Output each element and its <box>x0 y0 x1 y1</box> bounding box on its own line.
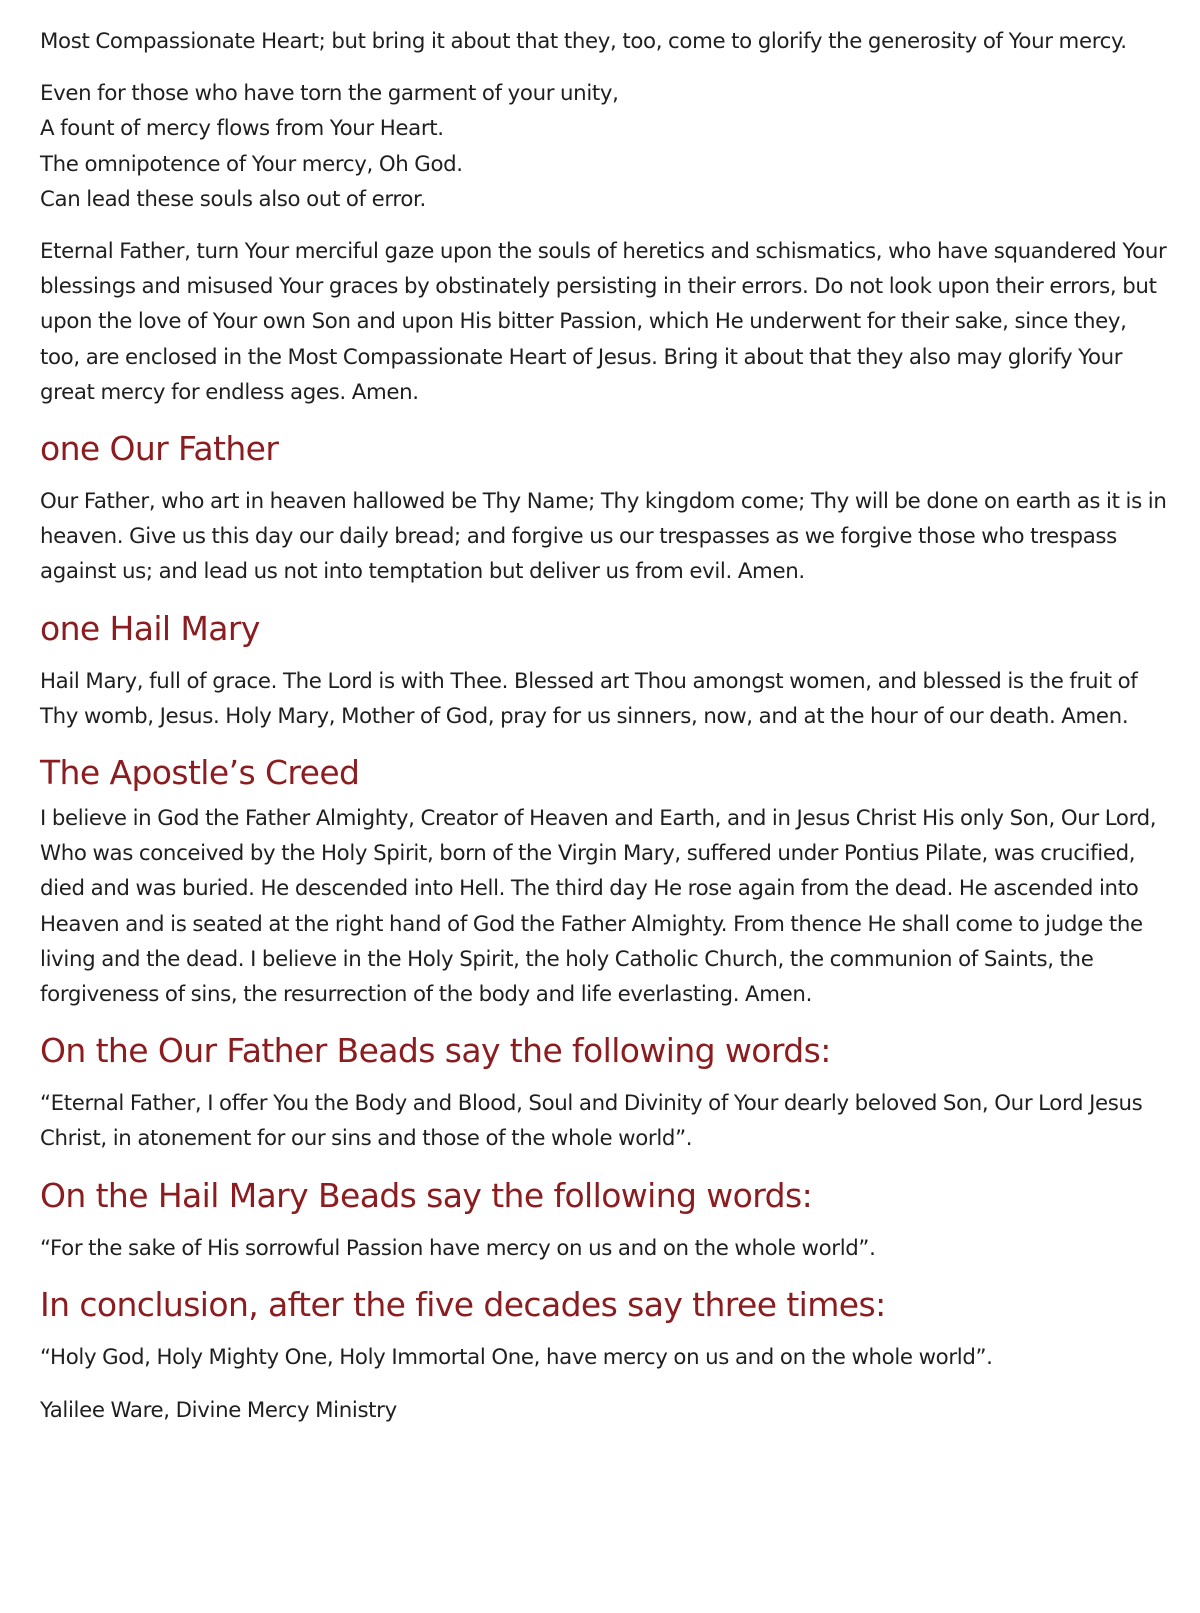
verse-line: Can lead these souls also out of error. <box>40 186 426 212</box>
verse-line: The omnipotence of Your mercy, Oh God. <box>40 151 463 177</box>
intro-continuation-paragraph: Most Compassionate Heart; but bring it about that they, too, come to glorify the generosity of Your mercy. <box>40 29 1127 54</box>
conclusion-prayer: “Holy God, Holy Mighty One, Holy Immortal One, have mercy on us and on the whole world”. <box>40 1344 993 1370</box>
our-father-beads-prayer: “Eternal Father, I offer You the Body and Blood, Soul and Divinity of Your dearly beloved Son, Our Lord Jesus Christ, in atonement for our sins and those of the whole world”. <box>40 1091 1143 1152</box>
eternal-father-prayer: Eternal Father, turn Your merciful gaze upon the souls of heretics and schismatics, who have squandered Your blessings and misused Your graces by obstinately persisting in their errors. Do not look upon their errors, but upon the love of Your own Son and upon His bitter Passion, which He underwent for their sake, since they, too, are enclosed in the Most Compassionate Heart of Jesus. Bring it about that they also may glorify Your great mercy for endless ages. Amen. <box>40 239 1167 405</box>
apostles-creed-prayer: I believe in God the Father Almighty, Creator of Heaven and Earth, and in Jesus Christ His only Son, Our Lord, Who was conceived by the Holy Spirit, born of the Virgin Mary, suffered under Pontius Pilate, was crucified, died and was buried. He descended into Hell. The third day He rose again from the dead. He ascended into Heaven and is seated at the right hand of God the Father Almighty. From thence He shall come to judge the living and the dead. I believe in the Holy Spirit, the holy Catholic Church, the communion of Saints, the forgiveness of sins, the resurrection of the body and life everlasting. Amen. <box>40 806 1157 1008</box>
hail-mary-beads-prayer: “For the sake of His sorrowful Passion have mercy on us and on the whole world”. <box>40 1235 876 1261</box>
document-page <box>40 24 1170 1428</box>
heading-conclusion: In conclusion, after the five decades say three times: <box>40 1284 886 1324</box>
heading-hail-mary-beads: On the Hail Mary Beads say the following words: <box>40 1175 813 1215</box>
heading-hail-mary: one Hail Mary <box>40 608 260 648</box>
verse-block <box>40 76 1170 217</box>
signature: Yalilee Ware, Divine Mercy Ministry <box>40 1398 397 1424</box>
verse-line: A fount of mercy flows from Your Heart. <box>40 116 444 142</box>
heading-apostles-creed: The Apostle’s Creed <box>40 753 360 793</box>
verse-line: Even for those who have torn the garment of your unity, <box>40 81 619 107</box>
heading-our-father-beads: On the Our Father Beads say the following words: <box>40 1031 831 1071</box>
our-father-prayer: Our Father, who art in heaven hallowed be Thy Name; Thy kingdom come; Thy will be done on earth as it is in heaven. Give us this day our daily bread; and forgive us our trespasses as we forgive those who trespass against us; and lead us not into temptation but deliver us from evil. Amen. <box>40 489 1167 585</box>
hail-mary-prayer: Hail Mary, full of grace. The Lord is with Thee. Blessed art Thou amongst women, and blessed is the fruit of Thy womb, Jesus. Holy Mary, Mother of God, pray for us sinners, now, and at the hour of our death. Amen. <box>40 668 1138 729</box>
heading-our-father: one Our Father <box>40 429 279 469</box>
